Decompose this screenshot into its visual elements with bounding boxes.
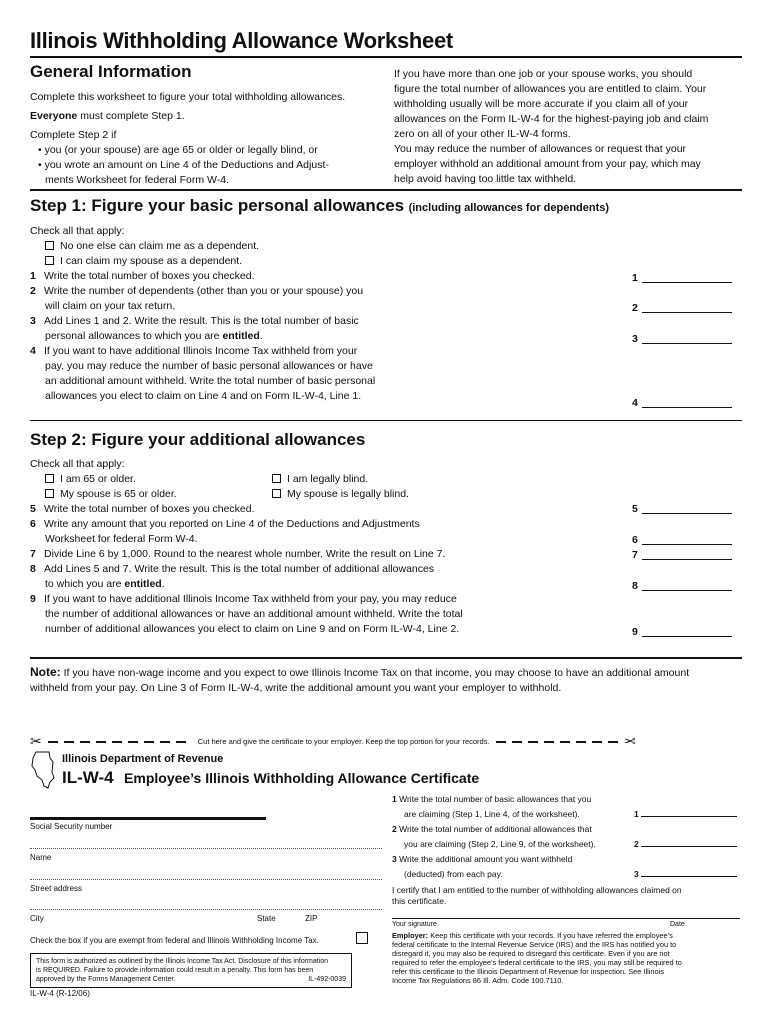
step2-heading: Step 2: Figure your additional allowances	[30, 430, 366, 449]
general-bullet-2a: • you wrote an amount on Line 4 of the Deductions and Adjust-	[38, 159, 329, 171]
general-right-8: help avoid having too little tax withheld.	[394, 173, 577, 185]
exempt-text: Check the box if you are exempt from federal and Illinois Withholding Income Tax.	[30, 936, 319, 945]
checkbox[interactable]	[45, 474, 54, 483]
answer-number: 5	[632, 503, 638, 515]
step1-checkbox-row-1	[30, 239, 630, 254]
line-text: If you want to have additional Illinois Income Tax withheld from your	[44, 345, 358, 357]
step2-line-6	[30, 517, 630, 532]
line-number: 3	[392, 854, 397, 864]
general-right-5: zero on all of your other IL-W-4 forms.	[394, 128, 571, 140]
city-label: City	[30, 914, 44, 923]
auth-line-2: is REQUIRED. Failure to provide information could result in a penalty. This form has been	[36, 967, 314, 974]
answer-blank[interactable]	[642, 333, 732, 344]
line-text: Write the total number of basic allowances that you	[399, 794, 592, 804]
line-number: 6	[30, 518, 36, 530]
divider	[30, 189, 742, 191]
answer-blank[interactable]	[642, 580, 732, 591]
step1-line-2b: will claim on your tax return.	[45, 300, 176, 312]
answer-number: 6	[632, 534, 638, 546]
answer-blank[interactable]	[642, 272, 732, 283]
answer-blank[interactable]	[642, 626, 732, 637]
step2-line-9	[30, 592, 630, 607]
answer-number: 7	[632, 549, 638, 561]
entitled-bold: entitled	[222, 330, 260, 342]
general-right-7: employer withhold an additional amount from your pay, which may	[394, 158, 701, 170]
line-number: 8	[30, 563, 36, 575]
line-number: 2	[30, 285, 36, 297]
step2-answer-8[interactable]	[632, 580, 732, 592]
department-name: Illinois Department of Revenue	[62, 753, 224, 765]
auth-line-1: This form is authorized as outlined by the Illinois Income Tax Act. Disclosure of this information	[36, 958, 329, 965]
signature-label: Your signature	[392, 921, 437, 928]
step1-line-4d: allowances you elect to claim on Line 4 and on Form IL-W-4, Line 1.	[45, 390, 362, 402]
cert-answer-2[interactable]	[634, 837, 737, 852]
checkbox[interactable]	[45, 489, 54, 498]
cert-line-3a	[392, 852, 742, 867]
cut-text: Cut here and give the certificate to your employer. Keep the top portion for your records.	[197, 737, 490, 746]
checkbox-group	[272, 487, 409, 502]
employer-line-1	[392, 931, 742, 940]
signature-line[interactable]	[392, 918, 740, 919]
line-text: are claiming (Step 1, Line 4, of the worksheet).	[404, 809, 580, 819]
step2-line-5	[30, 502, 630, 517]
everyone-bold: Everyone	[30, 110, 78, 122]
line-text: (deducted) from each pay.	[404, 869, 503, 879]
step1-answer-2[interactable]	[632, 302, 732, 314]
certificate-lines	[392, 792, 742, 907]
answer-number: 2	[632, 302, 638, 314]
line-text: Write any amount that you reported on Line 4 of the Deductions and Adjustments	[44, 518, 420, 530]
general-intro: Complete this worksheet to figure your total withholding allowances.	[30, 91, 346, 103]
form-header	[62, 768, 479, 788]
line-number: 2	[392, 824, 397, 834]
step1-line-4b: pay, you may reduce the number of basic personal allowances or have	[45, 360, 373, 372]
line-number: 4	[30, 345, 36, 357]
employer-line-6: Income Tax Regulations 86 Ill. Adm. Code 100.7110.	[392, 976, 564, 985]
note-label: Note:	[30, 665, 61, 679]
step1-answer-3[interactable]	[632, 333, 732, 345]
everyone-rest: must complete Step 1.	[77, 110, 185, 122]
checkbox[interactable]	[45, 241, 54, 250]
general-right-3: withholding usually will be more accurate if you claim all of your	[394, 98, 689, 110]
line-number: 9	[30, 593, 36, 605]
step1-check-all: Check all that apply:	[30, 225, 125, 237]
general-right-6: You may reduce the number of allowances or request that your	[394, 143, 687, 155]
answer-blank[interactable]	[642, 503, 732, 514]
step1-line-3	[30, 314, 630, 329]
zip-label: ZIP	[305, 914, 318, 923]
answer-number: 3	[634, 869, 639, 879]
line-number: 3	[30, 315, 36, 327]
employer-line-4: required to refer the employee’s federal certificate to the IRS, you may still be required to	[392, 958, 682, 967]
step2-body	[30, 457, 630, 637]
general-heading: General Information	[30, 62, 192, 81]
cert-line-1a	[392, 792, 742, 807]
general-right-2: figure the total number of allowances you are entitled to claim. Your	[394, 83, 707, 95]
authorization-box	[30, 953, 352, 988]
step1-line-4	[30, 344, 630, 359]
answer-blank[interactable]	[641, 868, 737, 877]
general-right-1: If you have more than one job or your spouse works, you should	[394, 68, 693, 80]
line-text: personal allowances to which you are	[45, 330, 220, 342]
street-label: Street address	[30, 884, 83, 893]
employer-instructions	[392, 931, 742, 985]
answer-blank[interactable]	[641, 838, 737, 847]
period: .	[161, 578, 165, 590]
answer-blank[interactable]	[642, 534, 732, 545]
line-number: 5	[30, 503, 36, 515]
step1-line-4c: an additional amount withheld. Write the total number of basic personal	[45, 375, 376, 387]
line-text: Divide Line 6 by 1,000. Round to the nearest whole number. Write the result on Line 7.	[44, 548, 446, 560]
step2-answer-6[interactable]	[632, 534, 732, 546]
checkbox-group	[272, 472, 368, 487]
step1-body	[30, 224, 630, 404]
line-text: Write the total number of additional allowances that	[399, 824, 592, 834]
state-label: State	[257, 914, 276, 923]
general-step2-if: Complete Step 2 if	[30, 129, 117, 141]
general-bullet-2b: ments Worksheet for federal Form W-4.	[45, 174, 230, 186]
page-title: Illinois Withholding Allowance Worksheet	[30, 28, 453, 53]
step2-answer-7[interactable]	[632, 549, 732, 561]
general-right-4: allowances on the Form IL-W-4 for the highest-paying job and claim	[394, 113, 709, 125]
answer-blank[interactable]	[642, 397, 732, 408]
answer-number: 1	[632, 272, 638, 284]
step1-answer-4[interactable]	[632, 397, 732, 409]
step2-line-6b: Worksheet for federal Form W-4.	[45, 533, 198, 545]
step2-line-8b	[30, 577, 630, 592]
answer-number: 2	[634, 839, 639, 849]
step2-checkbox-row-2	[30, 487, 630, 502]
dash-line-right	[496, 741, 624, 743]
employer-line-5: refer this certificate to the Illinois Department of Revenue for inspection. See Illinois	[392, 967, 664, 976]
ssn-label: Social Security number	[30, 822, 113, 831]
form-revision: IL-W-4 (R-12/06)	[30, 989, 90, 998]
step1-heading-sub: (including allowances for dependents)	[408, 202, 610, 214]
answer-number: 3	[632, 333, 638, 345]
line-text: Write the total number of boxes you checked.	[44, 503, 255, 515]
auth-text: approved by the Forms Management Center.	[36, 976, 176, 983]
cert-line-2a	[392, 822, 742, 837]
step1-heading	[30, 196, 609, 216]
entitled-bold: entitled	[124, 578, 162, 590]
date-label: Date	[670, 921, 685, 928]
cut-line	[30, 733, 742, 750]
cert-answer-3[interactable]	[634, 867, 737, 882]
employer-line-2: federal certificate to the Internal Revenue Service (IRS) and the IRS has notified you to	[392, 940, 677, 949]
street-field-line[interactable]	[30, 879, 382, 880]
scissors-icon: ✂	[30, 733, 42, 749]
line-text: Add Lines 5 and 7. Write the result. This is the total number of additional allowances	[44, 563, 435, 575]
auth-line-3	[36, 975, 346, 984]
general-bullet-1: • you (or your spouse) are age 65 or older or legally blind, or	[38, 144, 318, 156]
note-line-2: withheld from your pay. On Line 3 of Form IL-W-4, write the additional amount you want your employer to withhold.	[30, 682, 562, 694]
cert-line-3b	[392, 867, 742, 882]
step2-line-8	[30, 562, 630, 577]
divider	[30, 657, 742, 659]
step2-line-9b: the number of additional allowances or have an additional amount withheld. Write the total	[45, 608, 463, 620]
line-text: Write the number of dependents (other than you or your spouse) you	[44, 285, 364, 297]
answer-blank[interactable]	[642, 549, 732, 560]
step1-answer-1[interactable]	[632, 272, 732, 284]
answer-number: 9	[632, 626, 638, 638]
checkbox[interactable]	[272, 489, 281, 498]
name-field-line[interactable]	[30, 848, 382, 849]
ssn-field-line[interactable]	[30, 817, 266, 820]
note	[30, 665, 750, 696]
step2-line-9c: number of additional allowances you elect to claim on Line 9 and on Form IL-W-4, Line 2.	[45, 623, 460, 635]
auth-code: IL-492-0039	[308, 976, 346, 983]
general-information-right	[394, 67, 744, 187]
checkbox-label: I am legally blind.	[287, 473, 369, 485]
step2-line-7	[30, 547, 630, 562]
divider	[30, 420, 742, 421]
line-text: Add Lines 1 and 2. Write the result. This is the total number of basic	[44, 315, 359, 327]
note-line-1	[30, 665, 750, 681]
answer-number: 8	[632, 580, 638, 592]
step1-checkbox-row-2	[30, 254, 630, 269]
step1-line-1	[30, 269, 630, 284]
line-text: to which you are	[45, 578, 122, 590]
line-text: If you want to have additional Illinois Income Tax withheld from your pay, you may reduce	[44, 593, 457, 605]
employer-label: Employer:	[392, 931, 429, 940]
general-information-left	[30, 62, 380, 188]
certify-line-1: I certify that I am entitled to the number of withholding allowances claimed on	[392, 885, 682, 895]
divider	[30, 56, 742, 58]
cert-line-1b	[392, 807, 742, 822]
line-text: Write the additional amount you want withheld	[399, 854, 573, 864]
answer-number: 1	[634, 809, 639, 819]
note-text: If you have non-wage income and you expect to owe Illinois Income Tax on that income, you may choose to have an additional amount	[60, 667, 690, 679]
answer-blank[interactable]	[641, 808, 737, 817]
cert-line-2b	[392, 837, 742, 852]
form-id: IL-W-4	[62, 768, 114, 787]
employer-line-3: disregard it, you may also be required to disregard this certificate. Even if you are not	[392, 949, 670, 958]
checkbox[interactable]	[45, 256, 54, 265]
checkbox-label: My spouse is legally blind.	[287, 488, 409, 500]
general-everyone	[30, 109, 380, 124]
step2-answer-9[interactable]	[632, 626, 732, 638]
name-label: Name	[30, 853, 52, 862]
dash-line-left	[48, 741, 192, 743]
step2-check-all: Check all that apply:	[30, 458, 125, 470]
checkbox-label: I am 65 or older.	[60, 473, 136, 485]
answer-number: 4	[632, 397, 638, 409]
employer-text: Keep this certificate with your records. If you have referred the employee’s	[428, 931, 673, 940]
line-text: Write the total number of boxes you checked.	[44, 270, 255, 282]
cert-answer-1[interactable]	[634, 807, 737, 822]
step2-checkbox-row-1	[30, 472, 630, 487]
step1-line-3b	[30, 329, 630, 344]
checkbox-label: I can claim my spouse as a dependent.	[60, 255, 243, 267]
answer-blank[interactable]	[642, 302, 732, 313]
period: .	[259, 330, 263, 342]
step1-heading-text: Step 1: Figure your basic personal allowances	[30, 196, 405, 215]
line-number: 7	[30, 548, 36, 560]
step1-line-2	[30, 284, 630, 299]
illinois-outline-icon	[30, 750, 56, 795]
form-title: Employee’s Illinois Withholding Allowance Certificate	[124, 770, 480, 786]
scissors-icon: ✂	[623, 733, 636, 749]
checkbox-label: My spouse is 65 or older.	[60, 488, 177, 500]
line-number: 1	[30, 270, 36, 282]
line-number: 1	[392, 794, 397, 804]
checkbox[interactable]	[272, 474, 281, 483]
line-text: you are claiming (Step 2, Line 9, of the worksheet).	[404, 839, 596, 849]
checkbox-label: No one else can claim me as a dependent.	[60, 240, 260, 252]
certify-line-2: this certificate.	[392, 896, 447, 906]
step2-answer-5[interactable]	[632, 503, 732, 515]
city-field-line[interactable]	[30, 909, 382, 910]
exempt-checkbox[interactable]	[356, 932, 368, 944]
